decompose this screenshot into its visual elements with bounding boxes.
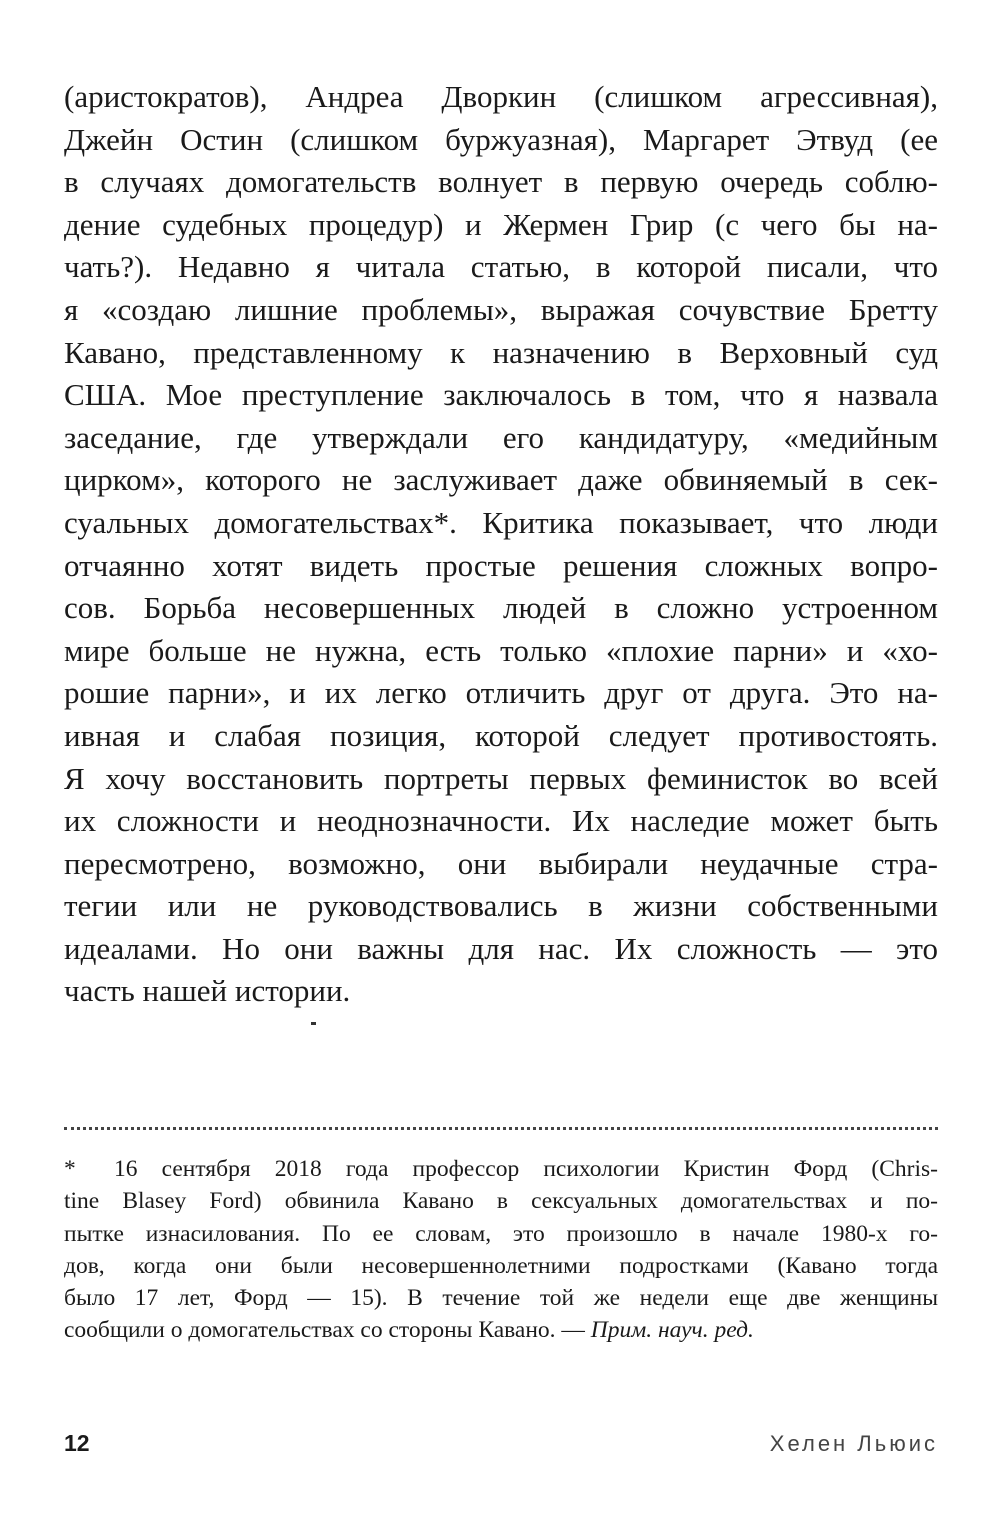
text-line: ивная и слабая позиция, которой следует противостоять. (64, 717, 938, 753)
footnote-separator (64, 1127, 938, 1130)
text-line: заседание, где утверждали его кандидатуру, «медийным (64, 419, 938, 455)
footnote-line: дов, когда они были несовершеннолетними подростками (Кавано тогда (64, 1252, 938, 1279)
text-line: их сложности и неоднозначности. Их наследие может быть (64, 803, 938, 839)
text-line: Я хочу восстановить портреты первых феминисток во всей (64, 760, 938, 796)
text-line: отчаянно хотят видеть простые решения сложных вопро- (64, 547, 938, 583)
text-line: дение судебных процедур) и Жермен Грир (с чего бы на- (64, 206, 938, 242)
footnote-line (64, 1314, 938, 1346)
footnote-line: было 17 лет, Форд — 15). В течение той же недели еще две женщины (64, 1285, 938, 1312)
text-line: сов. Борьба несовершенных людей в сложно устроенном (64, 590, 938, 626)
text-line: рошие парни», и их легко отличить друг от друга. Это на- (64, 675, 938, 711)
footnote-line: tine Blasey Ford) обвинила Кавано в сексуальных домогательствах и по- (64, 1188, 938, 1215)
text-line: идеалами. Но они важны для нас. Их сложность — это (64, 930, 938, 966)
text-line: я «создаю лишние проблемы», выражая сочувствие Бретту (64, 291, 938, 327)
footnote-line-text: 16 сентября 2018 года профессор психологии Кристин Форд (Chris- (114, 1156, 938, 1182)
text-line: цирком», которого не заслуживает даже обвиняемый в сек- (64, 462, 938, 498)
footnote (64, 1153, 938, 1347)
footnote-line-text: сообщили о домогательствах со стороны Кавано. — (64, 1317, 591, 1344)
text-line: чать?). Недавно я читала статью, в которой писали, что (64, 249, 938, 285)
page-number: 12 (64, 1430, 90, 1456)
footnote-line (64, 1153, 938, 1185)
text-line: США. Мое преступление заключалось в том, что я назвала (64, 377, 938, 413)
text-line: Кавано, представленному к назначению в Верховный суд (64, 334, 938, 370)
text-line: мире больше не нужна, есть только «плохие парни» и «хо- (64, 632, 938, 668)
running-author: Хелен Льюис (769, 1431, 938, 1456)
main-text (64, 76, 938, 1013)
footnote-marker: * (64, 1156, 76, 1182)
text-line: часть нашей истории. (64, 973, 351, 1009)
text-line: тегии или не руководствовались в жизни собственными (64, 888, 938, 924)
text-line: пересмотрено, возможно, они выбирали неудачные стра- (64, 845, 938, 881)
text-line: Джейн Остин (слишком буржуазная), Маргарет Этвуд (ее (64, 121, 938, 157)
text-line: (аристократов), Андреа Дворкин (слишком агрессивная), (64, 79, 938, 114)
text-line: суальных домогательствах*. Критика показывает, что люди (64, 504, 938, 540)
footnote-line: пытке изнасилования. По ее словам, это произошло в начале 1980-х го- (64, 1220, 938, 1247)
text-line: в случаях домогательств волнует в первую очередь соблю- (64, 164, 938, 200)
print-artifact-mark (311, 1022, 316, 1025)
editor-note: Прим. науч. ред. (590, 1317, 754, 1344)
